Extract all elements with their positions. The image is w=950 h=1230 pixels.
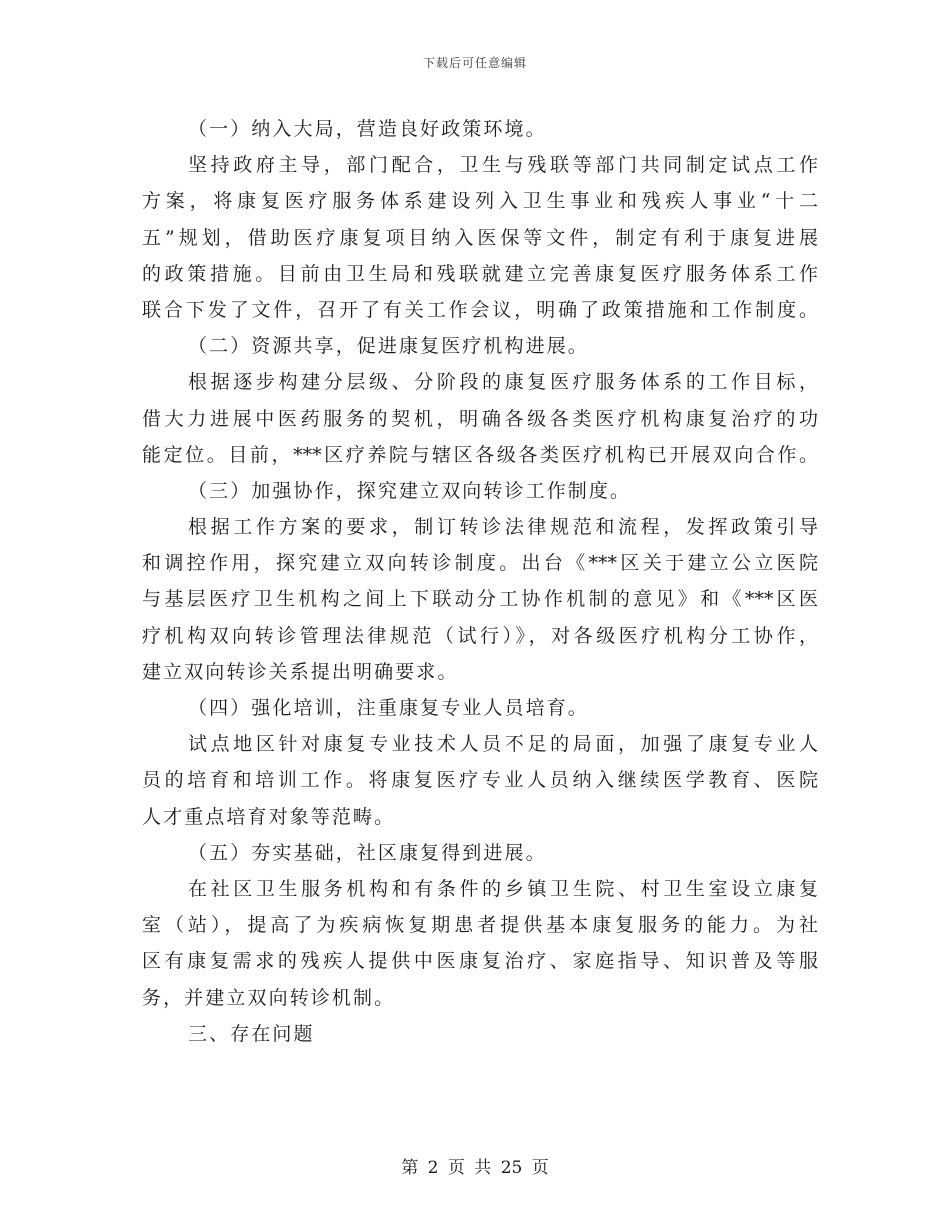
body-text-line: 员的培育和培训工作。将康复医疗专业人员纳入继续医学教育、医院 xyxy=(142,769,818,792)
body-text-line: 五”规划，借助医疗康复项目纳入医保等文件，制定有利于康复进展 xyxy=(142,226,818,249)
document-body xyxy=(142,111,818,1052)
body-text-line: 根据工作方案的要求，制订转诊法律规范和流程，发挥政策引导 xyxy=(188,516,818,539)
body-text-line: 区有康复需求的残疾人提供中医康复治疗、家庭指导、知识普及等服 xyxy=(142,950,818,973)
body-text-line: （二）资源共享，促进康复医疗机构进展。 xyxy=(188,335,589,358)
body-text-line: 的政策措施。目前由卫生局和残联就建立完善康复医疗服务体系工作 xyxy=(142,262,818,285)
page-header-note: 下载后可任意编辑 xyxy=(422,56,527,70)
body-text-line: （四）强化培训，注重康复专业人员培育。 xyxy=(188,697,589,719)
body-text-line: 方案，将康复医疗服务体系建设列入卫生事业和残疾人事业“十二 xyxy=(142,190,818,213)
body-text-line: 联合下发了文件，召开了有关工作会议，明确了政策措施和工作制度。 xyxy=(142,298,818,321)
body-text-line: 在社区卫生服务机构和有条件的乡镇卫生院、村卫生室设立康复 xyxy=(188,877,818,900)
body-text-line: 室（站），提高了为疾病恢复期患者提供基本康复服务的能力。为社 xyxy=(142,914,818,937)
body-text-line: （五）夯实基础，社区康复得到进展。 xyxy=(188,841,547,864)
body-text-line: 疗机构双向转诊管理法律规范（试行）》，对各级医疗机构分工协作， xyxy=(142,624,818,647)
body-text-line: 与基层医疗卫生机构之间上下联动分工协作机制的意见》和《***区医 xyxy=(142,588,818,611)
body-text-line: 根据逐步构建分层级、分阶段的康复医疗服务体系的工作目标， xyxy=(188,371,818,394)
body-text-line: 人才重点培育对象等范畴。 xyxy=(142,805,396,828)
body-text-line: （三）加强协作，探究建立双向转诊工作制度。 xyxy=(188,479,632,502)
body-text-line: 坚持政府主导，部门配合，卫生与残联等部门共同制定试点工作 xyxy=(188,154,818,177)
body-text-line: 和调控作用，探究建立双向转诊制度。出台《***区关于建立公立医院 xyxy=(142,552,818,575)
body-text-line: 务，并建立双向转诊机制。 xyxy=(142,986,396,1009)
body-text-line: 建立双向转诊关系提出明确要求。 xyxy=(142,660,459,683)
body-text-line: 试点地区针对康复专业技术人员不足的局面，加强了康复专业人 xyxy=(188,733,818,756)
body-text-line: （一）纳入大局，营造良好政策环境。 xyxy=(188,118,547,140)
body-text-line: 三、存在问题 xyxy=(188,1022,315,1045)
page-number-footer: 第 2 页 共 25 页 xyxy=(401,1158,549,1178)
body-text-line: 能定位。目前，***区疗养院与辖区各级各类医疗机构已开展双向合作。 xyxy=(142,443,818,466)
body-text-line: 借大力进展中医药服务的契机，明确各级各类医疗机构康复治疗的功 xyxy=(142,407,818,430)
